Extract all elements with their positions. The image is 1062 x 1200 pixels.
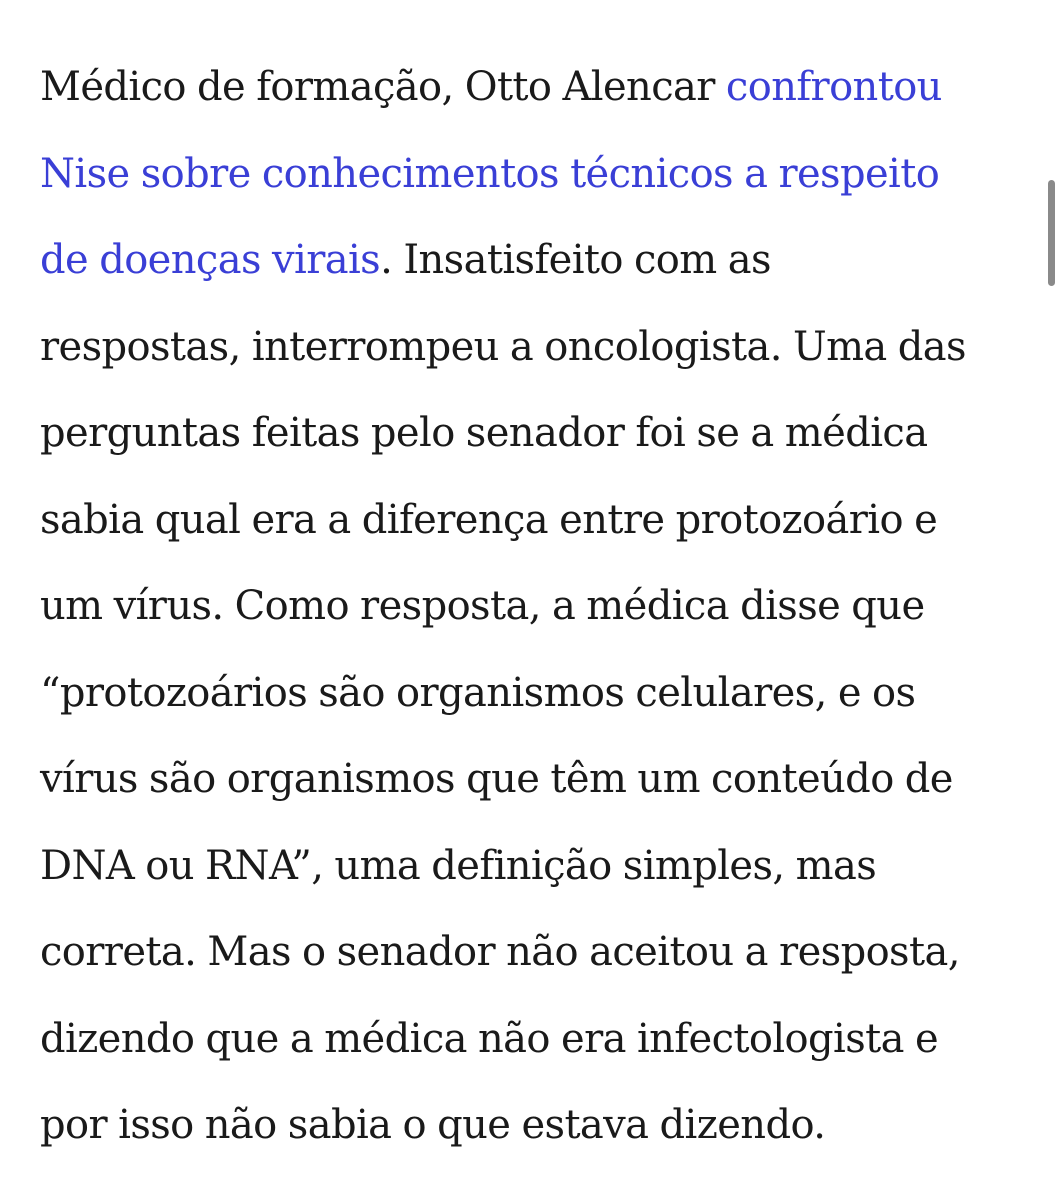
paragraph-line-7: um vírus. Como resposta, a médica disse que bbox=[40, 583, 925, 629]
paragraph-line-12: dizendo que a médica não era infectologista e bbox=[40, 1015, 939, 1062]
paragraph-line-1 bbox=[40, 44, 1020, 131]
scrollbar-thumb[interactable] bbox=[1048, 180, 1055, 286]
paragraph-line-5: perguntas feitas pelo senador foi se a médica bbox=[40, 410, 928, 456]
paragraph-line-3 bbox=[40, 217, 1020, 304]
paragraph-line-6: sabia qual era a diferença entre protozoário e bbox=[40, 496, 938, 543]
paragraph-line-11: correta. Mas o senador não aceitou a resposta, bbox=[40, 929, 960, 975]
line-text: Médico de formação, Otto Alencar bbox=[40, 64, 726, 110]
vertical-scrollbar[interactable] bbox=[1048, 180, 1056, 290]
paragraph-line-10: DNA ou RNA”, uma definição simples, mas bbox=[40, 842, 877, 889]
paragraph-line-13: por isso não sabia o que estava dizendo. bbox=[40, 1102, 826, 1148]
paragraph-line-8: “protozoários são organismos celulares, e os bbox=[40, 669, 916, 716]
article-paragraph bbox=[40, 44, 1020, 1169]
line-text: . Insatisfeito com as bbox=[380, 237, 771, 283]
confrontou-link-end[interactable]: de doenças virais bbox=[40, 237, 381, 283]
paragraph-line-4: respostas, interrompeu a oncologista. Uma das bbox=[40, 323, 966, 370]
paragraph-line-2 bbox=[40, 131, 1020, 218]
confrontou-link-continued[interactable]: Nise sobre conhecimentos técnicos a respeito bbox=[40, 150, 940, 197]
confrontou-link[interactable]: confrontou bbox=[725, 64, 942, 110]
paragraph-line-9: vírus são organismos que têm um conteúdo de bbox=[40, 756, 953, 802]
